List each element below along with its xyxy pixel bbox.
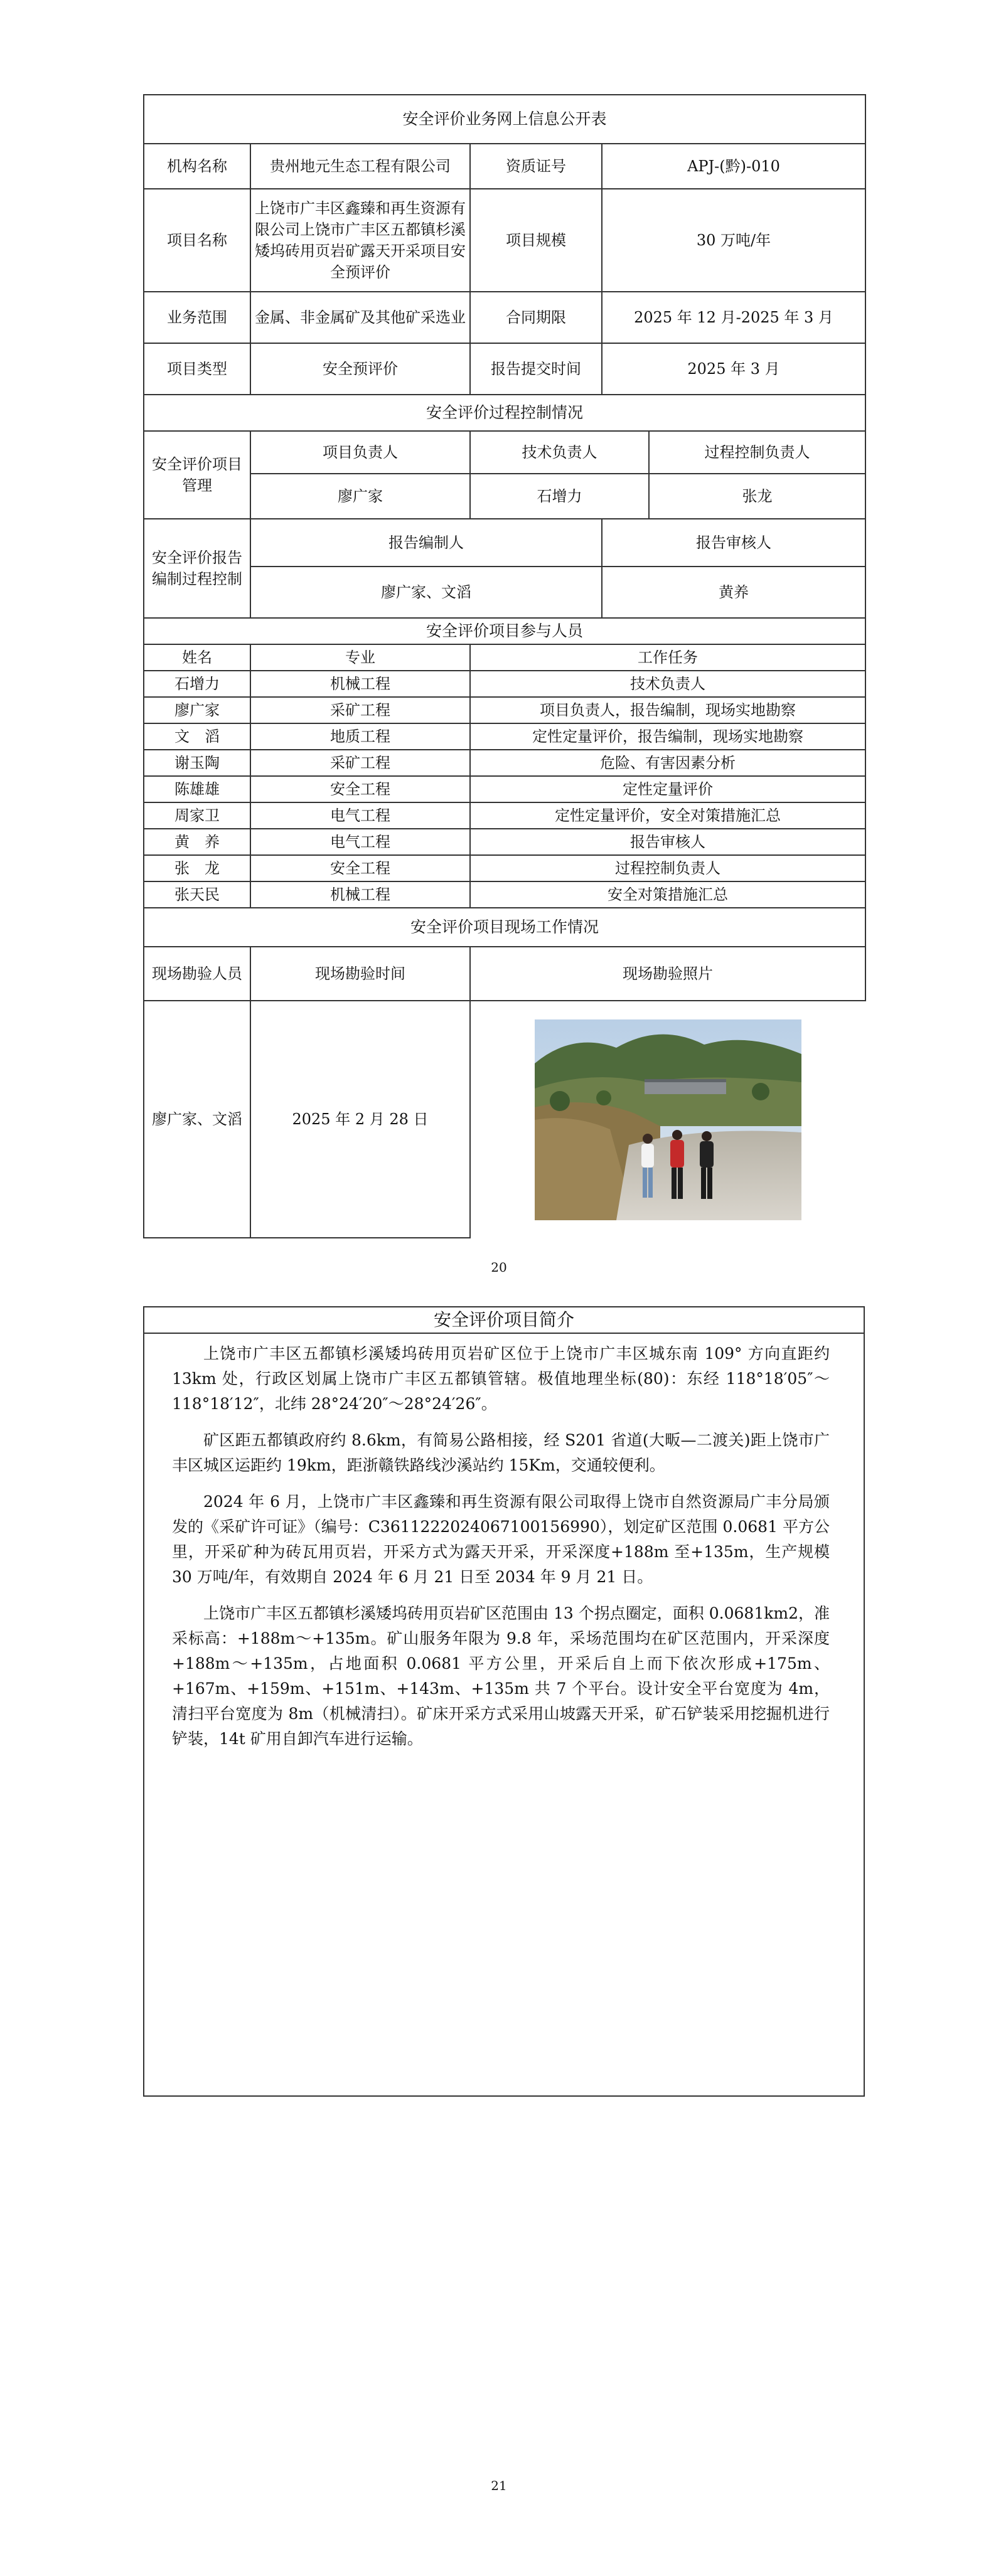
col-name-header: 姓名	[144, 644, 250, 671]
reviewer-name: 黄养	[602, 567, 865, 618]
intro-paragraph: 上饶市广丰区五都镇杉溪矮坞砖用页岩矿区位于上饶市广丰区城东南 109° 方向直距约 13km 处，行政区划属上饶市广丰区五都镇管辖。极值地理坐标(80)：东经 118°18′05″～118°18′12″，北纬 28°24′20″～28°24′26″。	[172, 1344, 830, 1413]
report-label: 安全评价报告编制过程控制	[144, 519, 250, 618]
table-row	[144, 671, 865, 697]
page-number: 21	[491, 2478, 507, 2493]
participant-major: 安全工程	[250, 855, 470, 881]
project-label: 项目名称	[144, 189, 250, 292]
scale-value: 30 万吨/年	[602, 189, 865, 292]
scope-value: 金属、非金属矿及其他矿采选业	[250, 292, 470, 343]
participant-major: 机械工程	[250, 881, 470, 908]
participant-task: 安全对策措施汇总	[470, 881, 865, 908]
ctrl-header: 过程控制负责人	[649, 431, 865, 474]
process-title: 安全评价过程控制情况	[144, 395, 865, 431]
participants-title: 安全评价项目参与人员	[144, 618, 865, 644]
participant-task: 技术负责人	[470, 671, 865, 697]
col-task-header: 工作任务	[470, 644, 865, 671]
intro-title: 安全评价项目简介	[144, 1307, 864, 1334]
participant-major: 采矿工程	[250, 697, 470, 723]
participant-name: 文 滔	[144, 723, 250, 750]
participant-major: 安全工程	[250, 776, 470, 802]
mgmt-label: 安全评价项目管理	[144, 431, 250, 519]
lead-name: 廖广家	[250, 474, 470, 519]
intro-paragraph: 矿区距五都镇政府约 8.6km，有简易公路相接，经 S201 省道(大畈—二渡关)距上饶市广丰区城区运距约 19km，距浙赣铁路线沙溪站约 15Km，交通较便利。	[172, 1431, 830, 1474]
site-title: 安全评价项目现场工作情况	[144, 908, 865, 947]
cert-value: APJ-(黔)-010	[602, 144, 865, 189]
participant-name: 陈雄雄	[144, 776, 250, 802]
submit-label: 报告提交时间	[470, 343, 602, 395]
participant-name: 廖广家	[144, 697, 250, 723]
cert-label: 资质证号	[470, 144, 602, 189]
people-value: 廖广家、文滔	[144, 1001, 250, 1238]
participant-task: 定性定量评价	[470, 776, 865, 802]
participant-task: 定性定量评价，安全对策措施汇总	[470, 802, 865, 829]
compiler-header: 报告编制人	[250, 519, 602, 567]
participant-name: 黄 养	[144, 829, 250, 855]
participant-name: 石增力	[144, 671, 250, 697]
tech-name: 石增力	[470, 474, 649, 519]
table-title: 安全评价业务网上信息公开表	[144, 95, 865, 144]
contract-label: 合同期限	[470, 292, 602, 343]
table-row	[144, 776, 865, 802]
site-photo	[535, 1019, 801, 1220]
participant-task: 报告审核人	[470, 829, 865, 855]
contract-value: 2025 年 12 月-2025 年 3 月	[602, 292, 865, 343]
people-header: 现场勘验人员	[144, 947, 250, 1001]
col-major-header: 专业	[250, 644, 470, 671]
scope-label: 业务范围	[144, 292, 250, 343]
time-value: 2025 年 2 月 28 日	[250, 1001, 470, 1238]
page-number: 20	[491, 1260, 507, 1275]
participant-name: 周家卫	[144, 802, 250, 829]
disclosure-table	[143, 94, 865, 1238]
ctrl-name: 张龙	[649, 474, 865, 519]
table-row	[144, 855, 865, 881]
table-row	[144, 829, 865, 855]
table-row	[144, 750, 865, 776]
participant-name: 谢玉陶	[144, 750, 250, 776]
compiler-name: 廖广家、文滔	[250, 567, 602, 618]
table-row	[144, 881, 865, 908]
type-value: 安全预评价	[250, 343, 470, 395]
table-row	[144, 802, 865, 829]
project-value: 上饶市广丰区鑫臻和再生资源有限公司上饶市广丰区五都镇杉溪矮坞砖用页岩矿露天开采项目安全预评价	[250, 189, 470, 292]
scale-label: 项目规模	[470, 189, 602, 292]
participant-task: 危险、有害因素分析	[470, 750, 865, 776]
participant-task: 过程控制负责人	[470, 855, 865, 881]
lead-header: 项目负责人	[250, 431, 470, 474]
tech-header: 技术负责人	[470, 431, 649, 474]
participant-major: 采矿工程	[250, 750, 470, 776]
participant-major: 电气工程	[250, 829, 470, 855]
participant-name: 张 龙	[144, 855, 250, 881]
participant-major: 机械工程	[250, 671, 470, 697]
submit-value: 2025 年 3 月	[602, 343, 865, 395]
photo-cell	[470, 1001, 865, 1238]
type-label: 项目类型	[144, 343, 250, 395]
participant-task: 项目负责人，报告编制，现场实地勘察	[470, 697, 865, 723]
intro-paragraph: 2024 年 6 月，上饶市广丰区鑫臻和再生资源有限公司取得上饶市自然资源局广丰分局颁发的《采矿许可证》（编号：C3611222024067100156990），划定矿区范围 0.0681 平方公里，开采矿种为砖瓦用页岩，开采方式为露天开采，开采深度+188m 至+135m，生产规模 30 万吨/年，有效期自 2024 年 6 月 21 日至 2034 年 9 月 21 日。	[172, 1493, 830, 1586]
photo-header: 现场勘验照片	[470, 947, 865, 1001]
participant-major: 电气工程	[250, 802, 470, 829]
intro-paragraph: 上饶市广丰区五都镇杉溪矮坞砖用页岩矿区范围由 13 个拐点圈定，面积 0.0681km2，准采标高：+188m～+135m。矿山服务年限为 9.8 年，采场范围均在矿区范围内，开采深度+188m～+135m，占地面积 0.0681 平方公里，开采后自上而下依次形成+175m、+167m、+159m、+151m、+143m、+135m 共 7 个平台。设计安全平台宽度为 4m，清扫平台宽度为 8m（机械清扫）。矿床开采方式采用山坡露天开采，矿石铲装采用挖掘机进行铲装，14t 矿用自卸汽车进行运输。	[172, 1604, 830, 1748]
participant-major: 地质工程	[250, 723, 470, 750]
time-header: 现场勘验时间	[250, 947, 470, 1001]
org-value: 贵州地元生态工程有限公司	[250, 144, 470, 189]
participant-name: 张天民	[144, 881, 250, 908]
participant-task: 定性定量评价，报告编制，现场实地勘察	[470, 723, 865, 750]
reviewer-header: 报告审核人	[602, 519, 865, 567]
table-row	[144, 697, 865, 723]
org-label: 机构名称	[144, 144, 250, 189]
table-row	[144, 723, 865, 750]
project-intro-box	[143, 1306, 865, 2097]
